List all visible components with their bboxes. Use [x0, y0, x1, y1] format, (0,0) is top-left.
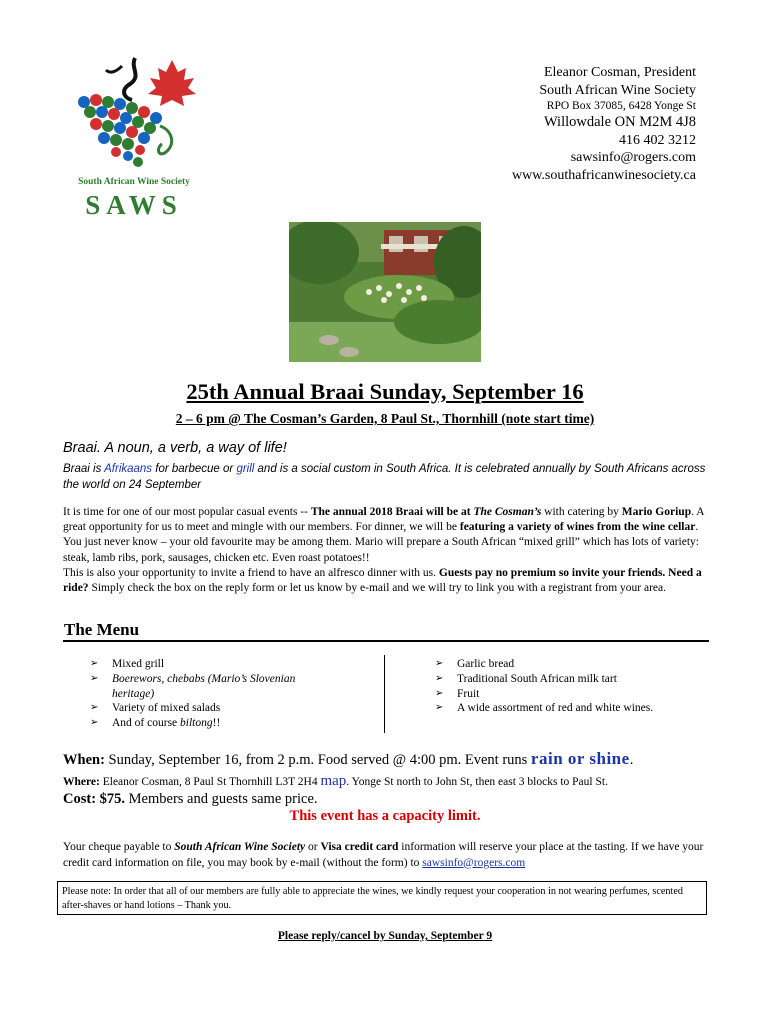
list-item	[435, 687, 715, 702]
definition-text: Braai is	[63, 463, 105, 475]
event-title: 25th Annual Braai Sunday, September 16	[186, 379, 584, 404]
list-item	[435, 657, 715, 672]
list-item	[90, 716, 330, 731]
intro-text-run: It is time for one of our most popular casual events --	[63, 506, 311, 518]
list-item	[435, 672, 715, 687]
event-subtitle: 2 – 6 pm @ The Cosman’s Garden, 8 Paul St., Thornhill (note start time)	[175, 411, 595, 426]
arrow-bullet-icon: ➢	[435, 672, 444, 684]
where-line	[63, 773, 608, 790]
reply-deadline: Please reply/cancel by Sunday, September 9	[277, 930, 493, 942]
intro-text-run: Simply check the box on the reply form or let us know by e-mail and we will try to link you with a registrant from your area.	[88, 582, 666, 595]
intro-text-run: with catering by	[541, 506, 622, 518]
where-label: Where:	[63, 776, 100, 788]
intro-paragraph-2	[63, 566, 711, 596]
intro-bold-run: Guests pay no premium so invite your friends. Need a ride?	[63, 566, 702, 595]
contact-address: RPO Box 37085, 6428 Yonge St	[546, 100, 696, 112]
cost-text: Members and guests same price.	[125, 791, 318, 807]
braai-definition	[63, 461, 713, 493]
menu-item-text: !!	[212, 717, 221, 730]
list-item	[435, 701, 715, 716]
list-item	[90, 672, 330, 702]
menu-item-text: Fruit	[457, 687, 480, 700]
intro-bold-run: The annual 2018 Braai will be at	[310, 506, 474, 518]
payment-text-run: Your cheque payable to	[63, 841, 175, 853]
list-item	[90, 701, 330, 716]
payment-text	[63, 840, 713, 871]
cost-line	[63, 791, 318, 808]
email-link[interactable]: sawsinfo@rogers.com	[422, 856, 526, 869]
menu-list-right	[435, 657, 715, 716]
intro-paragraph-1	[63, 505, 711, 566]
payment-text-run: information will reserve your place at the tasting. If we have your credit card information on file, you may book by e-mail (without the form) to	[63, 841, 704, 869]
intro-text	[63, 505, 711, 596]
arrow-bullet-icon: ➢	[90, 658, 99, 669]
definition-text: and is a social custom in South Africa. It is celebrated annually by South Africans across the world on 24 September	[63, 463, 706, 491]
menu-item-text: A wide assortment of red and white wines.	[457, 702, 654, 715]
where-text: Eleanor Cosman, 8 Paul St Thornhill L3T 2H4	[99, 776, 321, 788]
payment-text-run: or	[305, 841, 321, 853]
contact-block	[512, 64, 696, 184]
visa-card-label: Visa credit card	[320, 841, 399, 853]
contact-website[interactable]: www.southafricanwinesociety.ca	[511, 167, 696, 183]
arrow-bullet-icon: ➢	[435, 658, 444, 669]
rain-or-shine: rain or shine	[530, 749, 630, 768]
afrikaans-link[interactable]: Afrikaans	[104, 463, 153, 475]
contact-phone: 416 402 3212	[619, 132, 696, 148]
intro-cosmans: The Cosman’s	[473, 506, 542, 518]
arrow-bullet-icon: ➢	[435, 702, 444, 714]
menu-item-biltong: biltong	[180, 717, 213, 730]
fragrance-note-box: Please note: In order that all of our members are fully able to appreciate the wines, we kindly request your cooperation in not wearing perfumes, scented after-shaves or hand lotions – Thank you.	[57, 881, 707, 915]
map-link[interactable]: map	[320, 773, 347, 789]
contact-email[interactable]: sawsinfo@rogers.com	[570, 150, 696, 165]
menu-item-text: Variety of mixed salads	[112, 702, 221, 715]
definition-text: for barbecue or	[152, 463, 237, 475]
garden-photo	[289, 222, 481, 362]
when-text: .	[629, 752, 634, 768]
where-directions: . Yonge St north to John St, then east 3 blocks to Paul St.	[346, 776, 608, 788]
logo-acronym: SAWS	[85, 190, 183, 220]
list-item	[90, 657, 330, 672]
menu-list-left	[90, 657, 330, 731]
arrow-bullet-icon: ➢	[90, 672, 99, 684]
when-label: When:	[63, 752, 105, 768]
intro-text-run: This is also your opportunity to invite a friend to have an alfresco dinner with us.	[63, 566, 439, 579]
contact-city: Willowdale ON M2M 4J8	[543, 114, 696, 131]
braai-tagline: Braai. A noun, a verb, a way of life!	[63, 440, 287, 456]
intro-chef-name: Mario Goriup	[621, 506, 692, 518]
capacity-notice: This event has a capacity limit.	[289, 808, 481, 824]
menu-item-text: Garlic bread	[457, 658, 515, 670]
intro-text-run: . You just never know – your old favourite may be among them. Mario will prepare a South African “mixed grill” which has lots of variety: steak, lamb ribs, pork, sausages, chicken etc. Even roast potatoes!!	[63, 521, 699, 564]
when-line	[63, 749, 633, 769]
arrow-bullet-icon: ➢	[435, 687, 444, 699]
menu-divider-rule	[63, 640, 709, 642]
intro-bold-run: featuring a variety of wines from the wine cellar	[459, 521, 696, 534]
arrow-bullet-icon: ➢	[90, 717, 99, 729]
intro-text-run: . A great opportunity for us to meet and mingle with our members. For dinner, we will be	[63, 506, 704, 534]
when-text: Sunday, September 16, from 2 p.m. Food served @ 4:00 pm. Event runs	[104, 752, 531, 768]
menu-item-text: And of course	[112, 717, 181, 730]
arrow-bullet-icon: ➢	[90, 702, 99, 714]
menu-heading: The Menu	[64, 620, 140, 639]
cost-label: Cost: $75.	[63, 791, 126, 807]
menu-item-text: Boerewors, chebabs (Mario’s Slovenian heritage)	[112, 672, 296, 700]
contact-name: Eleanor Cosman, President	[543, 65, 696, 80]
logo-society-name: South African Wine Society	[78, 177, 190, 187]
menu-item-text: Mixed grill	[112, 658, 165, 670]
grill-link[interactable]: grill	[236, 463, 255, 475]
menu-item-text: Traditional South African milk tart	[457, 672, 617, 685]
contact-org: South African Wine Society	[539, 82, 696, 98]
menu-column-divider	[384, 655, 385, 733]
payee-name: South African Wine Society	[174, 841, 306, 853]
